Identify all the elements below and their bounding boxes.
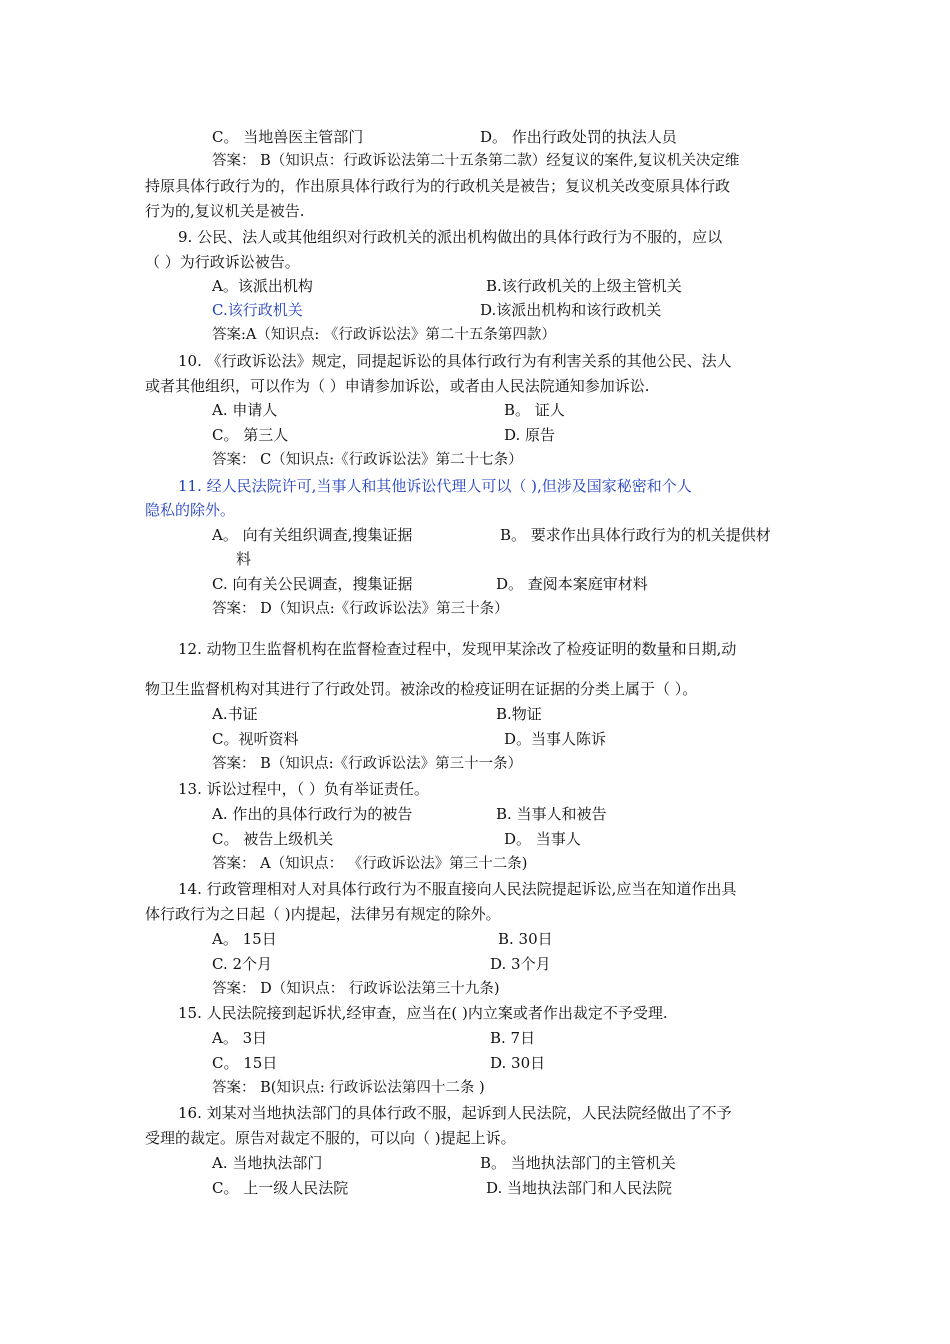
q10-question-cont: 或者其他组织，可以作为（ ）申请参加诉讼，或者由人民法院通知参加诉讼. bbox=[145, 377, 650, 395]
q15-option-a: A。 3日 bbox=[212, 1029, 268, 1047]
q13-answer: 答案： A（知识点： 《行政诉讼法》第三十二条) bbox=[212, 856, 528, 872]
q10-answer: 答案： C（知识点:《行政诉讼法》第二十七条） bbox=[212, 452, 523, 468]
q15-option-b: B. 7日 bbox=[490, 1029, 536, 1047]
q16-option-d: D. 当地执法部门和人民法院 bbox=[486, 1179, 673, 1197]
q13-question: 13. 诉讼过程中，（ ）负有举证责任。 bbox=[178, 780, 429, 798]
q13-option-c: C。 被告上级机关 bbox=[212, 830, 334, 848]
q12-option-d: D。当事人陈诉 bbox=[504, 730, 607, 748]
q14-option-b: B. 30日 bbox=[498, 930, 553, 948]
q16-option-b: B。 当地执法部门的主管机关 bbox=[480, 1154, 676, 1172]
q8-option-c: C。 当地兽医主管部门 bbox=[212, 128, 364, 146]
q16-option-a: A. 当地执法部门 bbox=[212, 1154, 323, 1172]
q10-option-d: D. 原告 bbox=[504, 426, 556, 444]
q12-option-a: A.书证 bbox=[212, 705, 258, 723]
q9-option-a: A。该派出机构 bbox=[212, 277, 313, 295]
q14-option-d: D. 3个月 bbox=[490, 955, 551, 973]
q9-question-cont: （ ）为行政诉讼被告。 bbox=[145, 253, 300, 271]
q14-answer: 答案： D（知识点： 行政诉讼法第三十九条) bbox=[212, 981, 500, 997]
q10-option-a: A. 申请人 bbox=[212, 401, 278, 419]
q10-option-b: B。 证人 bbox=[504, 401, 565, 419]
q12-question: 12. 动物卫生监督机构在监督检查过程中，发现甲某涂改了检疫证明的数量和日期,动 bbox=[178, 640, 737, 658]
q8-answer-cont: 行为的,复议机关是被告. bbox=[145, 202, 305, 220]
q13-option-d: D。 当事人 bbox=[504, 830, 581, 848]
q14-question: 14. 行政管理相对人对具体行政行为不服直接向人民法院提起诉讼,应当在知道作出具 bbox=[178, 880, 737, 898]
q11-option-c: C. 向有关公民调查，搜集证据 bbox=[212, 575, 413, 593]
q15-option-d: D. 30日 bbox=[490, 1054, 546, 1072]
q11-option-d: D。 查阅本案庭审材料 bbox=[496, 575, 648, 593]
q11-option-b-cont: 料 bbox=[236, 550, 252, 568]
q12-answer: 答案： B（知识点:《行政诉讼法》第三十一条） bbox=[212, 756, 523, 772]
q14-option-c: C. 2个月 bbox=[212, 955, 273, 973]
q9-option-c: C.该行政机关 bbox=[212, 301, 303, 319]
q16-question: 16. 刘某对当地执法部门的具体行政不服，起诉到人民法院，人民法院经做出了不予 bbox=[178, 1104, 732, 1122]
q15-option-c: C。 15日 bbox=[212, 1054, 278, 1072]
q8-option-d: D。 作出行政处罚的执法人员 bbox=[480, 128, 677, 146]
q12-question-cont: 物卫生监督机构对其进行了行政处罚。被涂改的检疫证明在证据的分类上属于（ ）。 bbox=[145, 680, 698, 698]
q9-option-d: D.该派出机构和该行政机关 bbox=[480, 301, 662, 319]
q11-answer: 答案： D（知识点:《行政诉讼法》第三十条） bbox=[212, 601, 509, 617]
q8-answer: 答案： B（知识点：行政诉讼法第二十五条第二款）经复议的案件,复议机关决定维 bbox=[212, 153, 740, 169]
q11-question: 11. 经人民法院许可,当事人和其他诉讼代理人可以（ ),但涉及国家秘密和个人 bbox=[178, 477, 692, 495]
q14-option-a: A。 15日 bbox=[212, 930, 277, 948]
q11-option-a: A。 向有关组织调查,搜集证据 bbox=[212, 526, 413, 544]
q9-option-b: B.该行政机关的上级主管机关 bbox=[486, 277, 682, 295]
q15-answer: 答案： B(知识点: 行政诉讼法第四十二条 ) bbox=[212, 1080, 485, 1096]
q9-question: 9. 公民、法人或其他组织对行政机关的派出机构做出的具体行政行为不服的，应以 bbox=[178, 228, 723, 246]
q12-option-b: B.物证 bbox=[496, 705, 542, 723]
q9-answer: 答案:A（知识点: 《行政诉讼法》第二十五条第四款） bbox=[212, 327, 556, 343]
q16-option-c: C。 上一级人民法院 bbox=[212, 1179, 349, 1197]
q11-question-cont: 隐私的除外。 bbox=[145, 501, 236, 519]
q14-question-cont: 体行政行为之日起（ )内提起，法律另有规定的除外。 bbox=[145, 905, 501, 923]
q15-question: 15. 人民法院接到起诉状,经审查，应当在( )内立案或者作出裁定不予受理. bbox=[178, 1004, 668, 1022]
q11-option-b: B。 要求作出具体行政行为的机关提供材 bbox=[500, 526, 771, 544]
q13-option-b: B. 当事人和被告 bbox=[496, 805, 607, 823]
q10-option-c: C。 第三人 bbox=[212, 426, 289, 444]
q13-option-a: A. 作出的具体行政行为的被告 bbox=[212, 805, 413, 823]
q12-option-c: C。视听资料 bbox=[212, 730, 299, 748]
q10-question: 10. 《行政诉讼法》规定，同提起诉讼的具体行政行为有利害关系的其他公民、法人 bbox=[178, 352, 732, 370]
q8-answer-cont: 持原具体行政行为的，作出原具体行政行为的行政机关是被告；复议机关改变原具体行政 bbox=[145, 177, 731, 195]
q16-question-cont: 受理的裁定。原告对裁定不服的，可以向（ )提起上诉。 bbox=[145, 1129, 516, 1147]
